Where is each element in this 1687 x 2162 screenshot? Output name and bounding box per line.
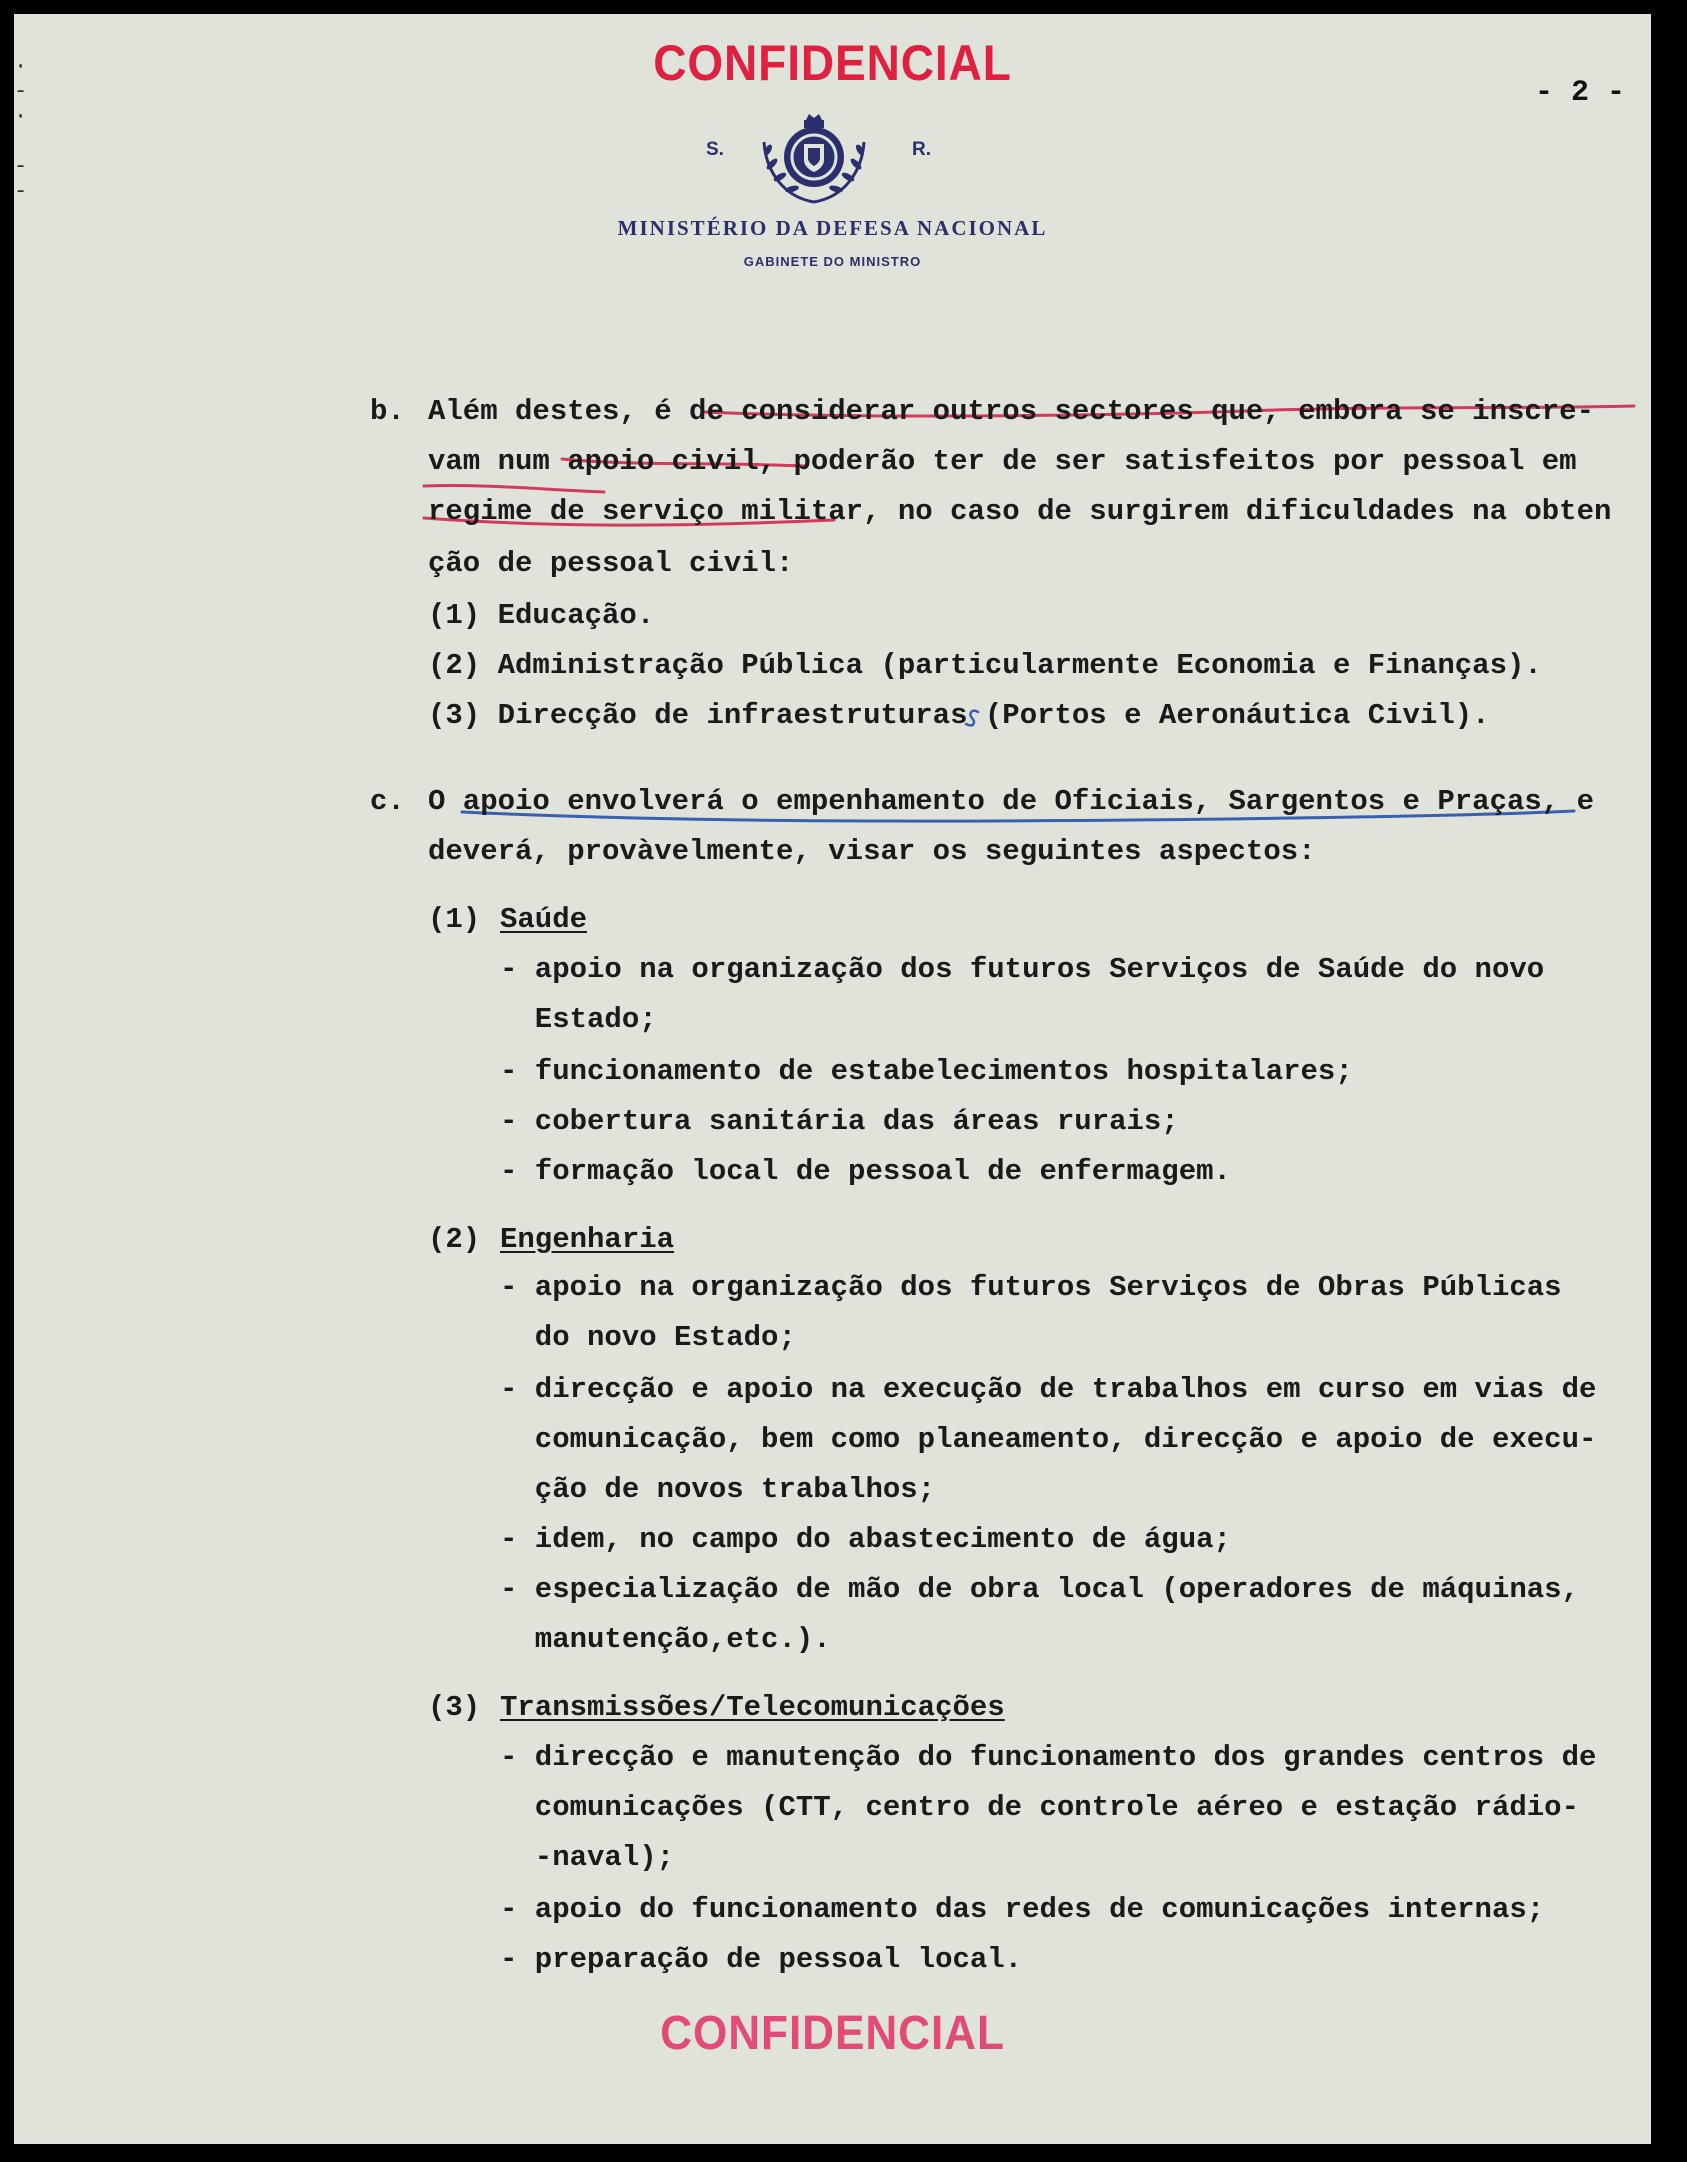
subsection-line: - funcionamento de estabelecimentos hospitalares; xyxy=(500,1055,1353,1088)
subsection-line: ção de novos trabalhos; xyxy=(500,1473,936,1506)
subsection-number: (1) xyxy=(428,903,481,936)
section-b-item: (2) Administração Pública (particularmente Economia e Finanças). xyxy=(428,649,1542,682)
subsection-title: Engenharia xyxy=(500,1223,675,1256)
section-b-item: (1) Educação. xyxy=(428,599,655,632)
subsection-line: - direcção e manutenção do funcionamento dos grandes centros de xyxy=(500,1741,1597,1774)
subsection-line: - preparação de pessoal local. xyxy=(500,1943,1023,1976)
subsection-line: - apoio do funcionamento das redes de comunicações internas; xyxy=(500,1893,1545,1926)
subsection-line: - cobertura sanitária das áreas rurais; xyxy=(500,1105,1179,1138)
subsection-line: - apoio na organização dos futuros Serviços de Saúde do novo xyxy=(500,953,1545,986)
letterhead-left-letter: S. xyxy=(706,139,724,160)
section-b-item: (3) Direcção de infraestruturas (Portos e Aeronáutica Civil). xyxy=(428,699,1490,732)
subsection-number: (3) xyxy=(428,1691,481,1724)
subsection-line: Estado; xyxy=(500,1003,657,1036)
confidential-stamp-bottom: CONFIDENCIAL xyxy=(660,2007,1005,2060)
section-b-line: regime de serviço militar, no caso de surgirem dificuldades na obten xyxy=(428,495,1612,528)
section-b-line: Além destes, é de considerar outros sectores que, embora se inscre- xyxy=(428,395,1594,428)
document-body xyxy=(14,14,1651,2144)
subsection-title: Saúde xyxy=(500,903,588,936)
subsection-line: -naval); xyxy=(500,1841,675,1874)
subsection-number: (2) xyxy=(428,1223,481,1256)
page-number: - 2 - xyxy=(1534,76,1625,110)
subsection-line: manutenção,etc.). xyxy=(500,1623,831,1656)
section-b-line: ção de pessoal civil: xyxy=(428,547,794,580)
subsection-line: - apoio na organização dos futuros Serviços de Obras Públicas xyxy=(500,1271,1562,1304)
edge-marks: · - · - - xyxy=(14,54,28,204)
subsection-line: - direcção e apoio na execução de trabalhos em curso em vias de xyxy=(500,1373,1597,1406)
subsection-line: comunicação, bem como planeamento, direcção e apoio de execu- xyxy=(500,1423,1597,1456)
confidential-stamp-top: CONFIDENCIAL xyxy=(653,35,1012,91)
subsection-line: - idem, no campo do abastecimento de água; xyxy=(500,1523,1231,1556)
document-page xyxy=(14,14,1651,2144)
subsection-title: Transmissões/Telecomunicações xyxy=(500,1691,1005,1724)
ministry-name: MINISTÉRIO DA DEFESA NACIONAL xyxy=(617,216,1048,240)
section-c-line: deverá, provàvelmente, visar os seguintes aspectos: xyxy=(428,835,1316,868)
subsection-line: do novo Estado; xyxy=(500,1321,796,1354)
subsection-line: comunicações (CTT, centro de controle aéreo e estação rádio- xyxy=(500,1791,1579,1824)
section-c-letter: c. xyxy=(370,785,405,818)
office-name: GABINETE DO MINISTRO xyxy=(743,254,922,269)
subsection-line: - especialização de mão de obra local (operadores de máquinas, xyxy=(500,1573,1579,1606)
section-c-line: O apoio envolverá o empenhamento de Oficiais, Sargentos e Praças, e xyxy=(428,785,1594,818)
letterhead-right-letter: R. xyxy=(912,139,931,160)
subsection-line: - formação local de pessoal de enfermagem. xyxy=(500,1155,1231,1188)
section-b-letter: b. xyxy=(370,395,405,428)
section-b-line: vam num apoio civil, poderão ter de ser satisfeitos por pessoal em xyxy=(428,445,1577,478)
